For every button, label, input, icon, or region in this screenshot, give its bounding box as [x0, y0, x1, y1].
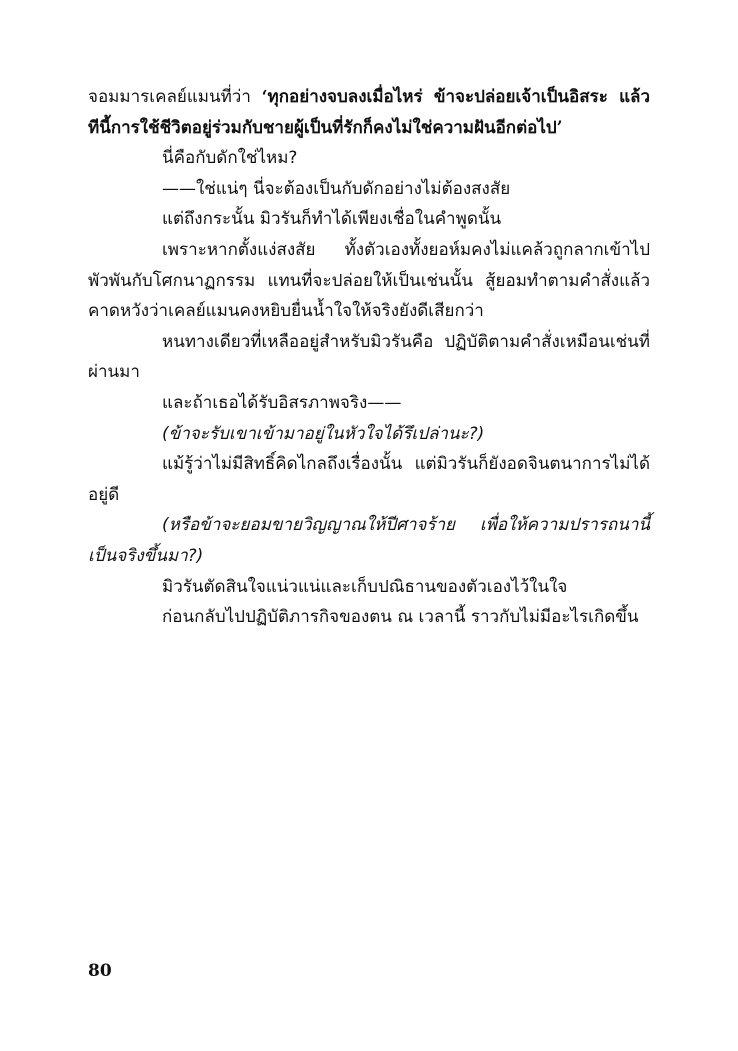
- paragraph: ก่อนกลับไปปฏิบัติภารกิจของตน ณ เวลานี้ ราวกับไม่มีอะไรเกิดขึ้น: [162, 607, 639, 628]
- paragraph: ——ใช่แน่ๆ นี่จะต้องเป็นกับดักอย่างไม่ต้องสงสัย: [162, 178, 511, 199]
- quoted-promise: ‘ทุกอย่างจบลงเมื่อไหร่ ข้าจะปล่อยเจ้าเป็นอิสระ แล้วทีนี้การใช้ชีวิตอยู่ร่วมกับชายผู้เป็นที่รักก็คงไม่ใช่ความฝันอีกต่อไป’: [88, 87, 650, 138]
- paragraph: แม้รู้ว่าไม่มีสิทธิ์คิดไกลถึงเรื่องนั้น แต่มิวรันก็ยังอดจินตนาการไม่ได้อยู่ดี: [88, 454, 650, 505]
- inner-thought: (ข้าจะรับเขาเข้ามาอยู่ในหัวใจได้รึเปล่านะ?): [162, 423, 485, 444]
- paragraph-lead-text: จอมมารเคลย์แมนที่ว่า: [88, 87, 262, 107]
- paragraph: และถ้าเธอได้รับอิสรภาพจริง——: [162, 392, 402, 413]
- paragraph: มิวรันตัดสินใจแน่วแน่และเก็บปณิธานของตัวเองไว้ในใจ: [162, 576, 568, 597]
- paragraph: เพราะหากตั้งแง่สงสัย ทั้งตัวเองทั้งยอห์มคงไม่แคล้วถูกลากเข้าไปพัวพันกับโศกนาฏกรรม แทนที่จะปล่อยให้เป็นเช่นนั้น สู้ยอมทำตามคำสั่งแล้วคาดหวังว่าเคลย์แมนคงหยิบยื่นน้ำใจให้จริงยังดีเสียกว่า: [88, 239, 650, 322]
- paragraph: หนทางเดียวที่เหลืออยู่สำหรับมิวรันคือ ปฏิบัติตามคำสั่งเหมือนเช่นที่ผ่านมา: [88, 331, 650, 383]
- page-number: 80: [88, 961, 112, 981]
- paragraph: แต่ถึงกระนั้น มิวรันก็ทำได้เพียงเชื่อในคำพูดนั้น: [162, 209, 502, 230]
- body-text: [88, 82, 650, 633]
- inner-thought: (หรือข้าจะยอมขายวิญญาณให้ปีศาจร้าย เพื่อให้ความปรารถนานี้เป็นจริงขึ้นมา?): [88, 515, 650, 566]
- paragraph-opening: [88, 82, 650, 143]
- paragraph: นี่คือกับดักใช่ไหม?: [162, 148, 298, 169]
